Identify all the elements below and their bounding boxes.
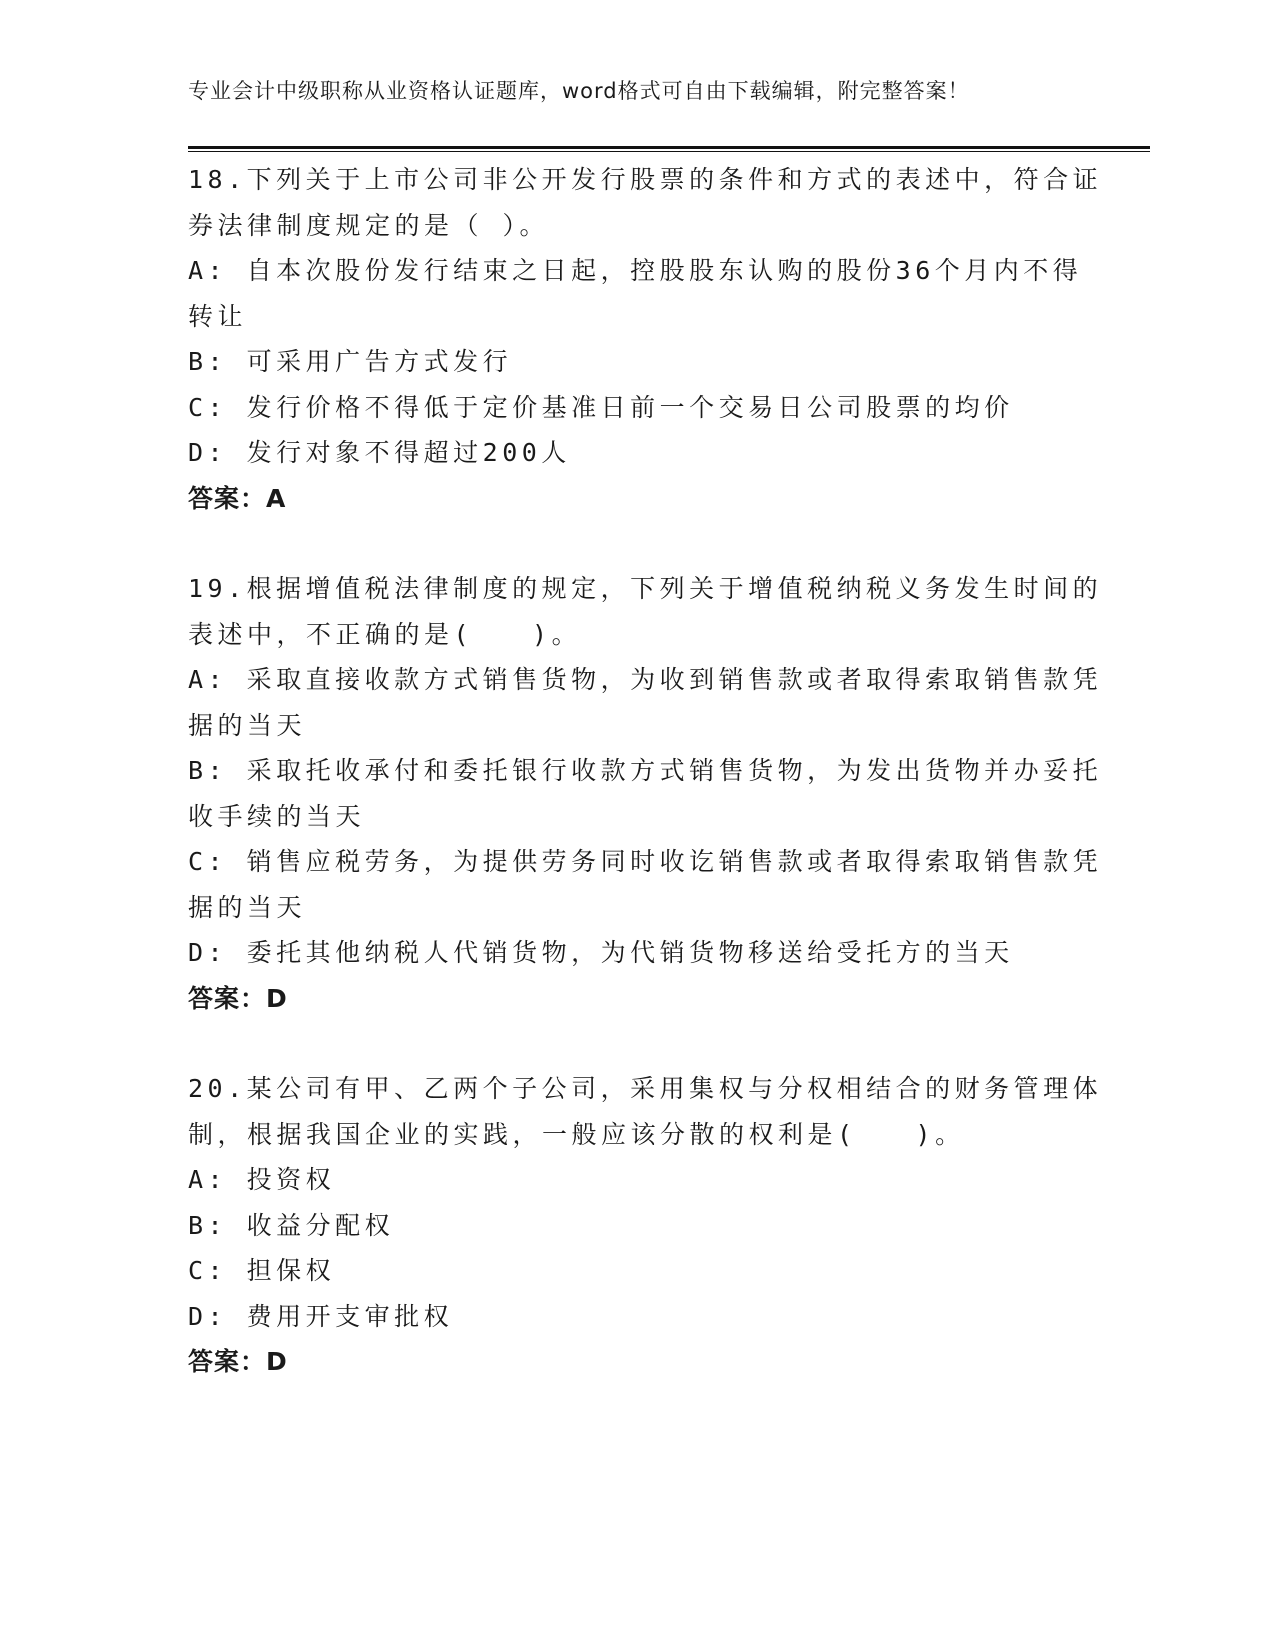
question-stem: 19.根据增值税法律制度的规定，下列关于增值税纳税义务发生时间的 xyxy=(188,574,1103,603)
option-a: A: 自本次股份发行结束之日起，控股股东认购的股份36个月内不得 xyxy=(188,256,1083,285)
option-a: 据的当天 xyxy=(188,710,307,740)
answer: 答案：D xyxy=(188,983,288,1013)
header-divider-thin xyxy=(188,151,1150,152)
question-19 xyxy=(188,566,1103,1021)
question-18 xyxy=(188,157,1103,521)
option-d: D: 费用开支审批权 xyxy=(188,1301,454,1331)
option-b: B: 可采用广告方式发行 xyxy=(188,347,513,376)
question-stem: 券法律制度规定的是（ ）。 xyxy=(188,210,550,240)
page-header: 专业会计中级职称从业资格认证题库，word格式可自由下载编辑，附完整答案！ xyxy=(188,79,970,103)
question-20 xyxy=(188,1066,1103,1385)
option-c: C: 担保权 xyxy=(188,1256,336,1285)
question-stem: 20.某公司有甲、乙两个子公司，采用集权与分权相结合的财务管理体 xyxy=(188,1074,1103,1103)
option-b: 收手续的当天 xyxy=(188,801,366,831)
answer: 答案：D xyxy=(188,1347,288,1376)
answer: 答案：A xyxy=(188,483,287,513)
option-c: C: 发行价格不得低于定价基准日前一个交易日公司股票的均价 xyxy=(188,392,1014,422)
question-stem: 18.下列关于上市公司非公开发行股票的条件和方式的表述中，符合证 xyxy=(188,165,1103,194)
option-c: C: 销售应税劳务，为提供劳务同时收讫销售款或者取得索取销售款凭 xyxy=(188,847,1103,876)
option-a: A: 投资权 xyxy=(188,1165,336,1194)
question-stem: 制，根据我国企业的实践，一般应该分散的权利是( )。 xyxy=(188,1119,965,1149)
option-a: A: 采取直接收款方式销售货物，为收到销售款或者取得索取销售款凭 xyxy=(188,665,1103,694)
option-c: 据的当天 xyxy=(188,892,307,922)
question-list xyxy=(188,157,1103,1430)
question-stem: 表述中，不正确的是( )。 xyxy=(188,619,582,649)
header-divider-thick xyxy=(188,146,1150,149)
option-a: 转让 xyxy=(188,301,248,331)
option-b: B: 收益分配权 xyxy=(188,1210,395,1240)
option-d: D: 发行对象不得超过200人 xyxy=(188,438,571,467)
option-b: B: 采取托收承付和委托银行收款方式销售货物，为发出货物并办妥托 xyxy=(188,756,1103,785)
option-d: D: 委托其他纳税人代销货物，为代销货物移送给受托方的当天 xyxy=(188,938,1014,967)
